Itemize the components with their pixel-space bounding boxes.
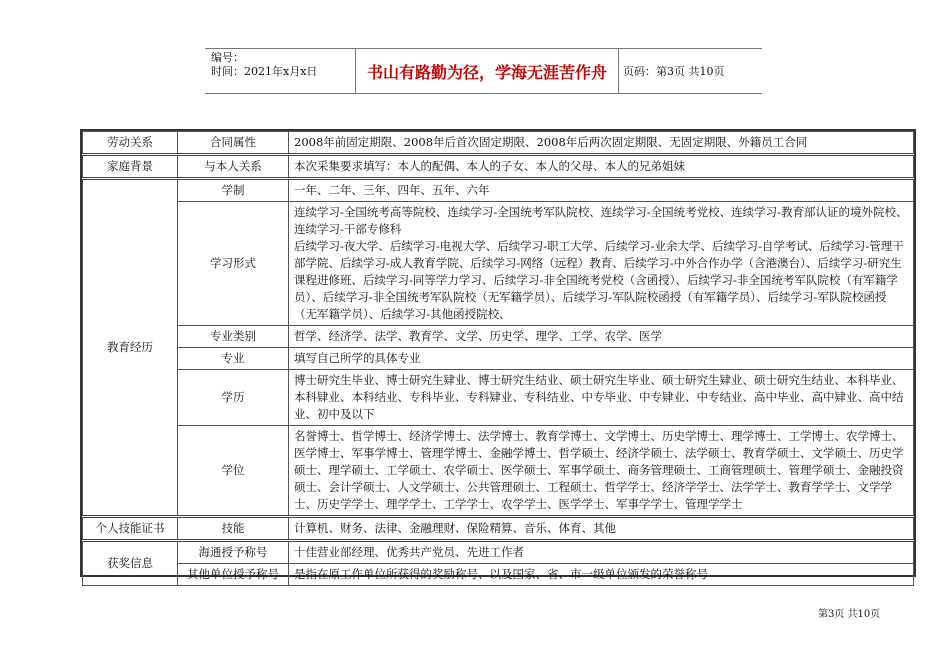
- item-cell: 技能: [178, 517, 289, 541]
- item-cell: 合同属性: [178, 132, 289, 155]
- item-cell: 海通授予称号: [178, 541, 289, 564]
- study-form-continuous: 连续学习-全国统考高等院校、连续学习-全国统考军队院校、连续学习-全国统考党校、连续学习-教育部认证的境外院校、连续学习-干部专修科: [294, 205, 908, 236]
- page-footer: 第3页 共10页: [818, 609, 881, 620]
- content-cell: 博士研究生毕业、博士研究生肄业、博士研究生结业、硕士研究生毕业、硕士研究生肄业、硕士研究生结业、本科毕业、本科肄业、本科结业、专科毕业、专科肄业、专科结业、中专毕业、中专肄业、中专结业、高中毕业、高中肄业、高中结业、初中及以下: [289, 370, 914, 426]
- category-cell: 个人技能证书: [83, 517, 178, 541]
- item-cell: 专业: [178, 348, 289, 370]
- content-cell: 哲学、经济学、法学、教育学、文学、历史学、理学、工学、农学、医学: [289, 326, 914, 348]
- item-cell: 学制: [178, 179, 289, 202]
- content-cell: 填写自己所学的具体专业: [289, 348, 914, 370]
- table-row: [83, 426, 914, 517]
- category-cell: 获奖信息: [83, 541, 178, 586]
- category-cell: 劳动关系: [83, 132, 178, 155]
- table-row: [83, 564, 914, 586]
- item-cell: 与本人关系: [178, 155, 289, 179]
- table-row: [83, 179, 914, 202]
- table-row: [83, 132, 914, 155]
- item-cell: 学历: [178, 370, 289, 426]
- table-row: [83, 202, 914, 326]
- table-row: [83, 541, 914, 564]
- header-meta: [211, 51, 317, 79]
- item-cell: 学位: [178, 426, 289, 517]
- table-row: [83, 370, 914, 426]
- number-label: 编号：: [211, 51, 244, 64]
- category-cell: 教育经历: [83, 179, 178, 517]
- table-row: [83, 155, 914, 179]
- category-cell: 家庭背景: [83, 155, 178, 179]
- page-header: [205, 48, 762, 94]
- header-page-info: 页码：第3页 共10页: [623, 65, 725, 78]
- content-cell: 名誉博士、哲学博士、经济学博士、法学博士、教育学博士、文学博士、历史学博士、理学博士、工学博士、农学博士、医学博士、军事学博士、管理学博士、金融学博士、哲学硕士、经济学硕士、法学硕士、教育学硕士、文学硕士、历史学硕士、理学硕士、工学硕士、农学硕士、医学硕士、军事学硕士、商务管理硕士、工商管理硕士、管理学硕士、金融投资硕士、会计学硕士、人文学硕士、公共管理硕士、工程硕士、哲学学士、经济学学士、法学学士、教育学学士、文学学士、历史学学士、理学学士、工学学士、农学学士、医学学士、军事学学士、管理学学士: [289, 426, 914, 517]
- header-motto: 书山有路勤为径，学海无涯苦作舟: [355, 49, 619, 93]
- study-form-followup: 后续学习-夜大学、后续学习-电视大学、后续学习-职工大学、后续学习-业余大学、后续学习-自学考试、后续学习-管理干部学院、后续学习-成人教育学院、后续学习-网络（远程）教育、后续学习-中外合作办学（含港澳台）、后续学习-研究生课程进修班、后续学习-同等学力学习、后续学习-非全国统考党校（含函授）、后续学习-非全国统考军队院校（有军籍学员）、后续学习-非全国统考军队院校（无军籍学员）、后续学习-军队院校函授（有军籍学员）、后续学习-军队院校函授（无军籍学员）、后续学习-其他函授院校、: [294, 239, 904, 321]
- content-cell: 本次采集要求填写：本人的配偶、本人的子女、本人的父母、本人的兄弟姐妹: [289, 155, 914, 179]
- info-table: [80, 129, 916, 581]
- table-row: [83, 517, 914, 541]
- content-cell: 计算机、财务、法律、金融理财、保险精算、音乐、体育、其他: [289, 517, 914, 541]
- item-cell: 学习形式: [178, 202, 289, 326]
- item-cell: 专业类别: [178, 326, 289, 348]
- content-cell: 十佳营业部经理、优秀共产党员、先进工作者: [289, 541, 914, 564]
- table-row: [83, 348, 914, 370]
- content-cell: 2008年前固定期限、2008年后首次固定期限、2008年后两次固定期限、无固定期限、外籍员工合同: [289, 132, 914, 155]
- table-row: [83, 326, 914, 348]
- content-cell: 是指在原工作单位所获得的奖励称号、以及国家、省、市一级单位颁发的荣誉称号: [289, 564, 914, 586]
- time-label: 时间：2021年x月x日: [211, 65, 318, 78]
- item-cell: 其他单位授予称号: [178, 564, 289, 586]
- content-cell: [289, 202, 914, 326]
- content-cell: 一年、二年、三年、四年、五年、六年: [289, 179, 914, 202]
